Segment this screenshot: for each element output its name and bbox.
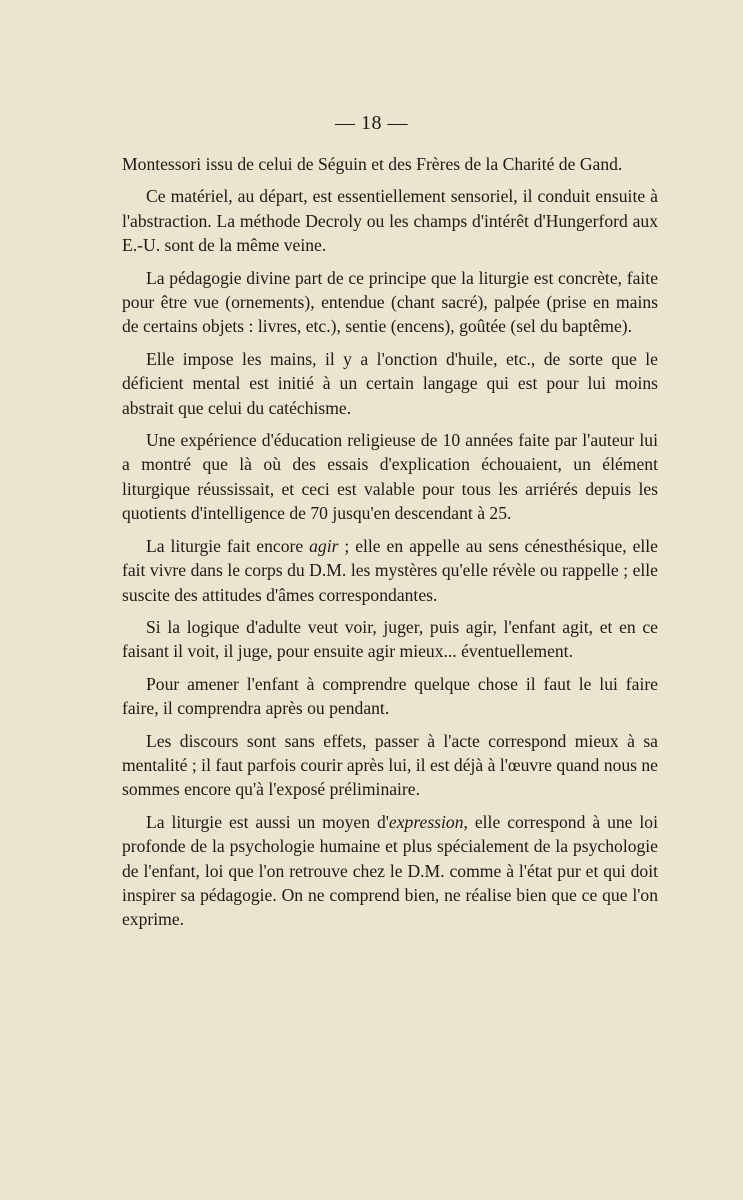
paragraph-5: Une expérience d'éducation religieuse de 10 années faite par l'auteur lui a montré que là où des essais d'explication échouaient, un élément liturgique réussissait, et ceci est valable pour tous les arriérés depuis les quotients d'intelligence de 70 jusqu'en descendant à 25. <box>122 430 658 524</box>
paragraph-7: Si la logique d'adulte veut voir, juger, puis agir, l'enfant agit, et en ce faisant il voit, il juge, pour ensuite agir mieux... éventuellement. <box>122 616 658 662</box>
paragraph-10-emphasis: expression <box>388 811 464 832</box>
paragraph-6-emphasis: agir <box>309 535 339 556</box>
paragraph-10 <box>122 810 658 932</box>
paragraph-4: Elle impose les mains, il y a l'onction d'huile, etc., de sorte que le déficient mental est initié à un certain langage qui est pour lui moins abstrait que celui du catéchisme. <box>122 348 658 418</box>
paragraph-8: Pour amener l'enfant à comprendre quelque chose il faut le lui faire faire, il comprendra après ou pendant. <box>122 673 658 719</box>
paragraph-6 <box>122 534 658 607</box>
paragraph-1: Montessori issu de celui de Séguin et des Frères de la Charité de Gand. <box>122 154 623 174</box>
paragraph-10-text-before: La liturgie est aussi un moyen d' <box>146 811 389 832</box>
paragraph-2: Ce matériel, au départ, est essentiellement sensoriel, il conduit ensuite à l'abstraction. La méthode Decroly ou les champs d'intérêt d'Hungerford aux E.-U. sont de la même veine. <box>122 186 658 256</box>
paragraph-9: Les discours sont sans effets, passer à l'acte correspond mieux à sa mentalité ; il faut parfois courir après lui, il est déjà à l'œuvre quand nous ne sommes encore qu'à l'exposé préliminaire. <box>122 730 658 800</box>
paragraph-6-text-before: La liturgie fait encore <box>146 535 310 556</box>
paragraph-6-text-after: ; elle en appelle au sens cénesthésique, elle fait vivre dans le corps du D.M. les mystères qu'elle révèle ou rappelle ; elle suscite des attitudes d'âmes correspondantes. <box>122 535 658 605</box>
paragraph-10-text-after: , elle correspond à une loi profonde de la psychologie humaine et plus spécialement de la psychologie de l'enfant, loi que l'on retrouve chez le D.M. comme à l'état pur et qui doit inspirer sa pédagogie. On ne comprend bien, ne réalise bien que ce que l'on exprime. <box>122 811 658 930</box>
page-number: — 18 — <box>335 112 408 134</box>
body-text <box>122 152 658 940</box>
paragraph-3: La pédagogie divine part de ce principe que la liturgie est concrète, faite pour être vue (ornements), entendue (chant sacré), palpée (prise en mains de certains objets : livres, etc.), sentie (encens), goûtée (sel du baptême). <box>122 267 658 337</box>
